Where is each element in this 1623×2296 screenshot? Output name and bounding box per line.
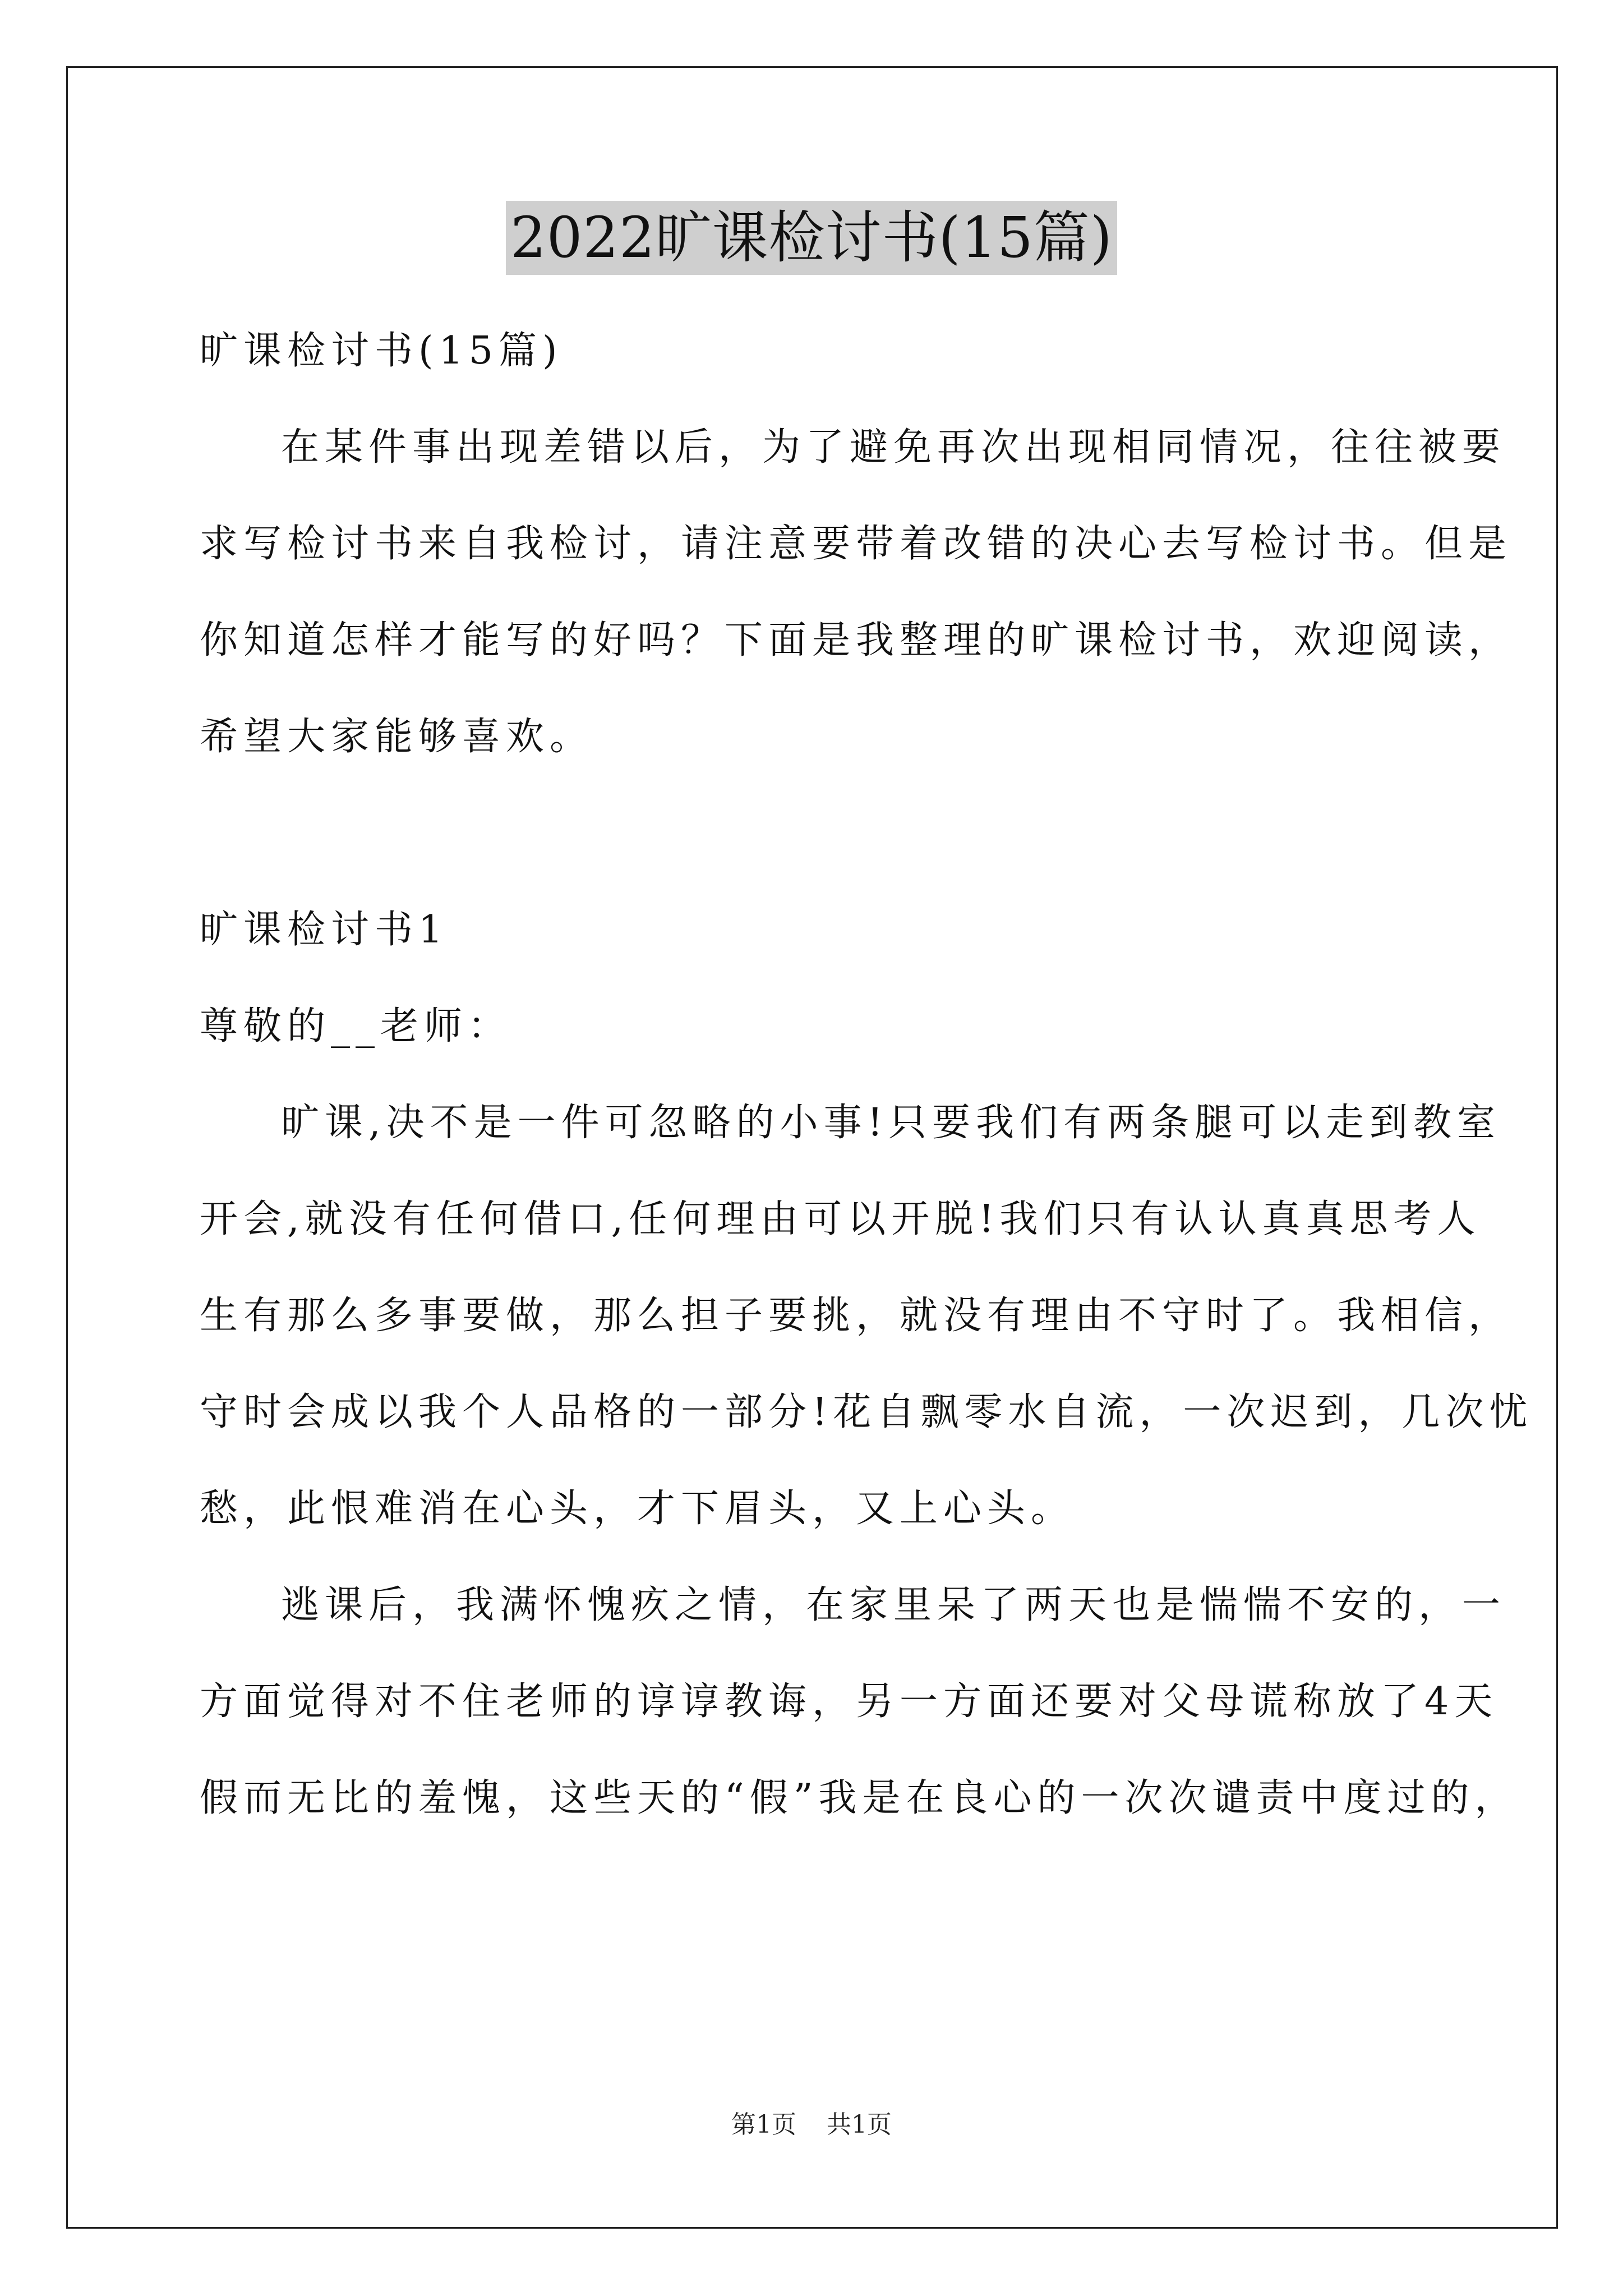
spacer [200, 785, 1433, 882]
intro-line: 希望大家能够喜欢。 [200, 715, 594, 759]
salutation: 尊敬的__老师： [200, 1004, 512, 1048]
paragraph-line: 开会,就没有任何借口,任何理由可以开脱!我们只有认认真真思考人 [200, 1197, 1481, 1241]
paragraph-line: 逃课后，我满怀愧疚之情，在家里呆了两天也是惴惴不安的，一 [281, 1583, 1506, 1627]
intro-line: 在某件事出现差错以后，为了避免再次出现相同情况，往往被要 [281, 425, 1506, 470]
intro-line: 你知道怎样才能写的好吗？下面是我整理的旷课检讨书，欢迎阅读， [200, 618, 1513, 662]
page-footer [0, 2108, 1623, 2142]
subtitle: 旷课检讨书(15篇) [200, 329, 563, 373]
document-title: 2022旷课检讨书(15篇) [506, 201, 1117, 275]
paragraph-line: 愁，此恨难消在心头，才下眉头，又上心头。 [200, 1487, 1075, 1531]
title-container [0, 201, 1623, 275]
paragraph-line: 假而无比的羞愧，这些天的“假”我是在良心的一次次谴责中度过的， [200, 1776, 1519, 1820]
paragraph-line: 生有那么多事要做，那么担子要挑，就没有理由不守时了。我相信， [200, 1294, 1513, 1338]
document-body [200, 303, 1533, 1847]
paragraph-line: 守时会成以我个人品格的一部分!花自飘零水自流，一次迟到，几次忧 [200, 1390, 1533, 1434]
section-heading: 旷课检讨书1 [200, 908, 449, 952]
page-total: 共1页 [827, 2110, 892, 2139]
paragraph-line: 方面觉得对不住老师的谆谆教诲，另一方面还要对父母谎称放了4天 [200, 1680, 1498, 1724]
page-number: 第1页 [731, 2110, 796, 2139]
intro-line: 求写检讨书来自我检讨，请注意要带着改错的决心去写检讨书。但是 [200, 522, 1513, 566]
paragraph-line: 旷课,决不是一件可忽略的小事!只要我们有两条腿可以走到教室 [281, 1101, 1501, 1145]
